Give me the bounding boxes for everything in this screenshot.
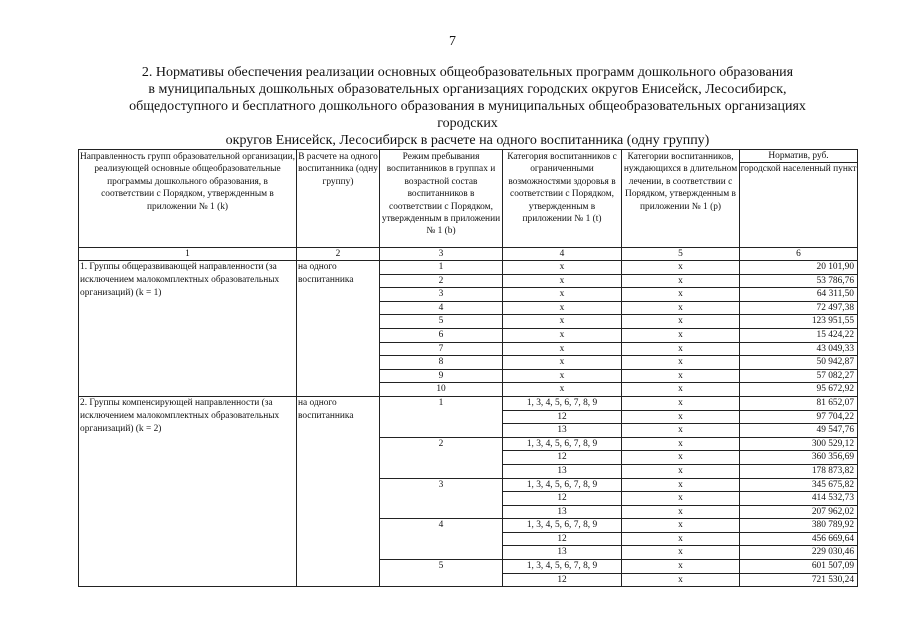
- treatment-category-cell: х: [622, 342, 740, 356]
- mode-cell: 4: [380, 519, 503, 560]
- health-category-cell: 12: [503, 492, 622, 506]
- health-category-cell: х: [503, 356, 622, 370]
- norm-value-cell: 81 652,07: [740, 396, 858, 410]
- norm-value-cell: 50 942,87: [740, 356, 858, 370]
- header-cell-mode: Режим пребывания воспитанников в группах и возрастной состав воспитанников в соответствии с Порядком, утвержденным в приложении № 1 (b): [380, 150, 503, 248]
- header-cell-per: В расчете на одного воспитанника (одну группу): [297, 150, 380, 248]
- group-label: 2. Группы компенсирующей направленности (за исключением малокомплектных образовательных организаций) (k = 2): [79, 396, 297, 586]
- norm-value-cell: 64 311,50: [740, 288, 858, 302]
- treatment-category-cell: х: [622, 546, 740, 560]
- table-row: [79, 396, 858, 410]
- health-category-cell: 1, 3, 4, 5, 6, 7, 8, 9: [503, 560, 622, 574]
- health-category-cell: х: [503, 342, 622, 356]
- health-category-cell: 13: [503, 505, 622, 519]
- mode-cell: 9: [380, 369, 503, 383]
- treatment-category-cell: х: [622, 369, 740, 383]
- mode-cell: 2: [380, 274, 503, 288]
- health-category-cell: х: [503, 288, 622, 302]
- health-category-cell: х: [503, 261, 622, 275]
- title-line: округов Енисейск, Лесосибирск в расчете на одного воспитанника (одну группу): [225, 133, 710, 148]
- treatment-category-cell: х: [622, 424, 740, 438]
- health-category-cell: 13: [503, 546, 622, 560]
- group-label: 1. Группы общеразвивающей направленности (за исключением малокомплектных образовательных организаций) (k = 1): [79, 261, 297, 397]
- treatment-category-cell: х: [622, 274, 740, 288]
- health-category-cell: х: [503, 274, 622, 288]
- health-category-cell: 1, 3, 4, 5, 6, 7, 8, 9: [503, 396, 622, 410]
- mode-cell: 4: [380, 301, 503, 315]
- norm-value-cell: 345 675,82: [740, 478, 858, 492]
- mode-cell: 8: [380, 356, 503, 370]
- mode-cell: 2: [380, 437, 503, 478]
- norm-value-cell: 43 049,33: [740, 342, 858, 356]
- norm-value-cell: 207 962,02: [740, 505, 858, 519]
- column-number: 4: [503, 248, 622, 261]
- treatment-category-cell: х: [622, 288, 740, 302]
- health-category-cell: 13: [503, 424, 622, 438]
- norm-value-cell: 360 356,69: [740, 451, 858, 465]
- norm-value-cell: 229 030,46: [740, 546, 858, 560]
- treatment-category-cell: х: [622, 315, 740, 329]
- treatment-category-cell: х: [622, 328, 740, 342]
- norm-value-cell: 414 532,73: [740, 492, 858, 506]
- health-category-cell: х: [503, 383, 622, 397]
- treatment-category-cell: х: [622, 383, 740, 397]
- norm-value-cell: 380 789,92: [740, 519, 858, 533]
- treatment-category-cell: х: [622, 492, 740, 506]
- health-category-cell: х: [503, 315, 622, 329]
- norm-value-cell: 178 873,82: [740, 464, 858, 478]
- title-line: 2. Нормативы обеспечения реализации основных общеобразовательных программ дошкольного образования: [141, 65, 794, 80]
- treatment-category-cell: х: [622, 437, 740, 451]
- group-per-unit: на одного воспитанника: [297, 396, 380, 586]
- norm-value-cell: 97 704,22: [740, 410, 858, 424]
- health-category-cell: 12: [503, 532, 622, 546]
- norm-value-cell: 49 547,76: [740, 424, 858, 438]
- health-category-cell: 12: [503, 451, 622, 465]
- norm-value-cell: 456 669,64: [740, 532, 858, 546]
- column-number: 1: [79, 248, 297, 261]
- health-category-cell: 1, 3, 4, 5, 6, 7, 8, 9: [503, 519, 622, 533]
- mode-cell: 3: [380, 288, 503, 302]
- title-line: в муниципальных дошкольных образовательных организациях городских округов Енисейск, Лесосибирск,: [148, 82, 787, 97]
- table-row: [79, 261, 858, 275]
- column-number: 6: [740, 248, 858, 261]
- treatment-category-cell: х: [622, 410, 740, 424]
- norm-value-cell: 123 951,55: [740, 315, 858, 329]
- treatment-category-cell: х: [622, 464, 740, 478]
- column-number-row: [79, 248, 858, 261]
- health-category-cell: 12: [503, 410, 622, 424]
- mode-cell: 10: [380, 383, 503, 397]
- column-number: 3: [380, 248, 503, 261]
- norm-value-cell: 15 424,22: [740, 328, 858, 342]
- mode-cell: 1: [380, 396, 503, 437]
- column-number: 2: [297, 248, 380, 261]
- header-norm-subtitle: городской населенный пункт: [740, 164, 857, 174]
- health-category-cell: х: [503, 328, 622, 342]
- norm-value-cell: 95 672,92: [740, 383, 858, 397]
- norm-value-cell: 72 497,38: [740, 301, 858, 315]
- treatment-category-cell: х: [622, 505, 740, 519]
- header-norm-title: Норматив, руб.: [740, 150, 857, 163]
- mode-cell: 5: [380, 560, 503, 587]
- norm-value-cell: 53 786,76: [740, 274, 858, 288]
- norm-value-cell: 721 530,24: [740, 573, 858, 587]
- table-header-row: [79, 150, 858, 248]
- treatment-category-cell: х: [622, 519, 740, 533]
- norm-value-cell: 57 082,27: [740, 369, 858, 383]
- treatment-category-cell: х: [622, 560, 740, 574]
- header-cell-treatment: Категории воспитанников, нуждающихся в длительном лечении, в соответствии с Порядком, утвержденным в приложении № 1 (p): [622, 150, 740, 248]
- norms-table: [78, 149, 858, 587]
- health-category-cell: 12: [503, 573, 622, 587]
- page-number: 7: [449, 34, 456, 49]
- mode-cell: 5: [380, 315, 503, 329]
- header-cell-health: Категория воспитанников с ограниченными возможностями здоровья в соответствии с Порядком, утвержденным в приложении № 1 (t): [503, 150, 622, 248]
- document-title: [110, 64, 825, 149]
- treatment-category-cell: х: [622, 451, 740, 465]
- title-line: общедоступного и бесплатного дошкольного образования в муниципальных общеобразовательных организациях городских: [129, 99, 806, 131]
- treatment-category-cell: х: [622, 478, 740, 492]
- health-category-cell: 13: [503, 464, 622, 478]
- norm-value-cell: 20 101,90: [740, 261, 858, 275]
- health-category-cell: 1, 3, 4, 5, 6, 7, 8, 9: [503, 478, 622, 492]
- treatment-category-cell: х: [622, 532, 740, 546]
- mode-cell: 1: [380, 261, 503, 275]
- health-category-cell: 1, 3, 4, 5, 6, 7, 8, 9: [503, 437, 622, 451]
- column-number: 5: [622, 248, 740, 261]
- treatment-category-cell: х: [622, 301, 740, 315]
- health-category-cell: х: [503, 301, 622, 315]
- treatment-category-cell: х: [622, 356, 740, 370]
- group-per-unit: на одного воспитанника: [297, 261, 380, 397]
- treatment-category-cell: х: [622, 573, 740, 587]
- mode-cell: 7: [380, 342, 503, 356]
- treatment-category-cell: х: [622, 261, 740, 275]
- mode-cell: 3: [380, 478, 503, 519]
- norm-value-cell: 601 507,09: [740, 560, 858, 574]
- health-category-cell: х: [503, 369, 622, 383]
- treatment-category-cell: х: [622, 396, 740, 410]
- mode-cell: 6: [380, 328, 503, 342]
- norm-value-cell: 300 529,12: [740, 437, 858, 451]
- header-cell-direction: Направленность групп образовательной организации, реализующей основные общеобразовательные программы дошкольного образования, в соответствии с Порядком, утвержденным в приложении № 1 (k): [79, 150, 297, 248]
- header-cell-norm: [740, 150, 858, 248]
